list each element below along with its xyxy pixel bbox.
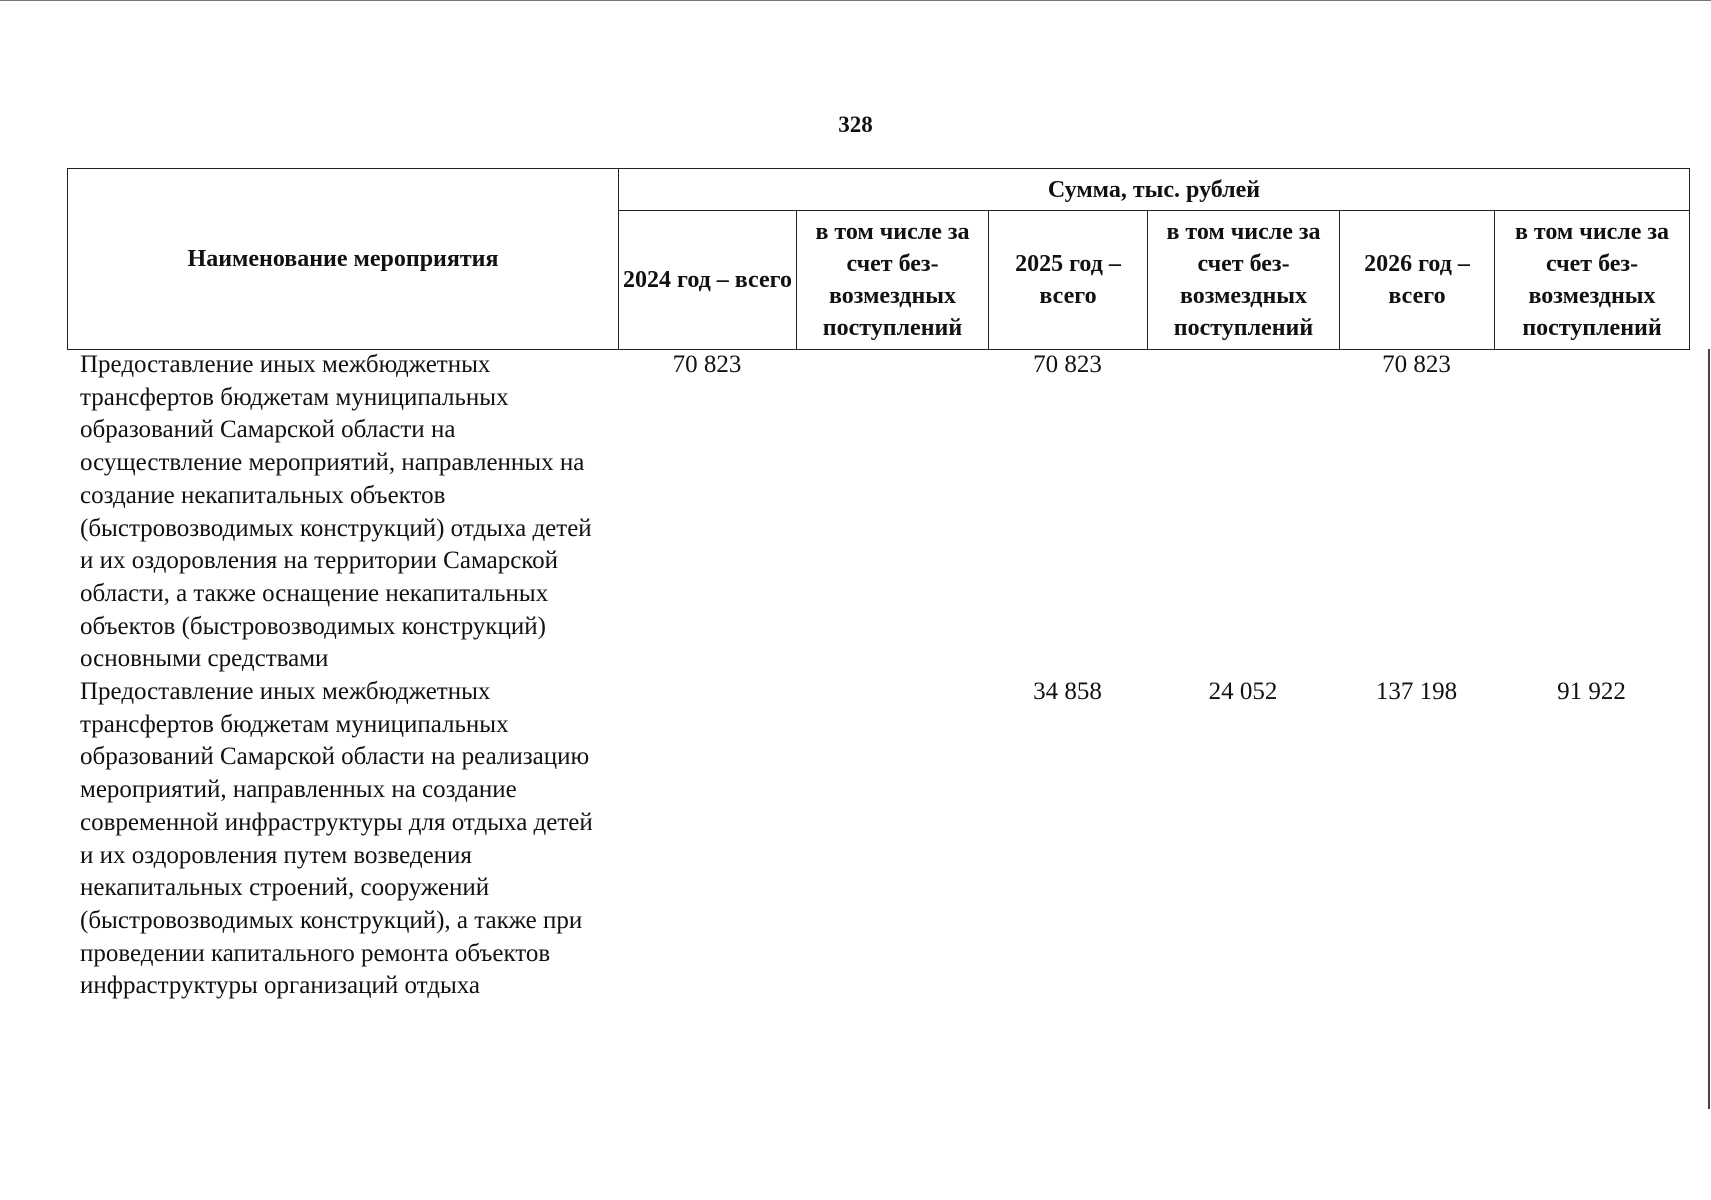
row-1-2024-grants: [796, 349, 988, 676]
table-header: [67, 168, 1690, 350]
row-2-2024-total: [618, 676, 796, 1003]
row-1-2026-grants: [1494, 349, 1689, 676]
row-2-2025-grants: 24 052: [1208, 678, 1278, 706]
row-1-2025-total: 70 823: [1033, 351, 1102, 378]
header-2026-grants: в том числе за счет без-возмездных поступлений: [1495, 211, 1690, 350]
table-row: [67, 349, 1689, 676]
row-1-2024-total: 70 823: [672, 351, 742, 378]
row-2-2025-total: 34 858: [1033, 678, 1102, 706]
row-1-name: Предоставление иных межбюджетных трансфертов бюджетам муниципальных образований Самарской области на осуществление мероприятий, направленных на создание некапитальных объектов (быстровозводимых конструкций) отдыха детей и их оздоровления на территории Самарской области, а также оснащение некапитальных объектов (быстровозводимых конструкций) основными средствами: [80, 351, 592, 673]
row-1-2025-grants: [1147, 349, 1339, 676]
table-body: [67, 349, 1689, 1003]
row-2-2026-grants: 91 922: [1557, 678, 1626, 706]
row-2-name: Предоставление иных межбюджетных трансфертов бюджетам муниципальных образований Самарской области на реализацию мероприятий, направленных на создание современной инфраструктуры для отдыха детей и их оздоровления путем возведения некапитальных строений, сооружений (быстровозводимых конструкций), а также при проведении капитального ремонта объектов инфраструктуры организаций отдыха: [80, 678, 593, 1000]
header-name-column: Наименование мероприятия: [68, 169, 619, 350]
table-right-border: [1708, 349, 1710, 1109]
header-2026-total: 2026 год – всего: [1340, 211, 1495, 350]
header-2025-total: 2025 год – всего: [989, 211, 1148, 350]
header-sum-group: Сумма, тыс. рублей: [619, 169, 1690, 211]
table-row: [67, 676, 1689, 1003]
row-2-2026-total: 137 198: [1375, 678, 1458, 706]
header-2025-grants: в том числе за счет без-возмездных поступлений: [1148, 211, 1340, 350]
row-1-2026-total: 70 823: [1382, 351, 1451, 378]
page-number: 328: [838, 112, 873, 137]
row-2-2024-grants: [796, 676, 988, 1003]
header-2024-grants: в том числе за счет без-возмездных поступлений: [797, 211, 989, 350]
top-rule: [0, 0, 1711, 1]
header-2024-total: 2024 год – всего: [619, 211, 797, 350]
